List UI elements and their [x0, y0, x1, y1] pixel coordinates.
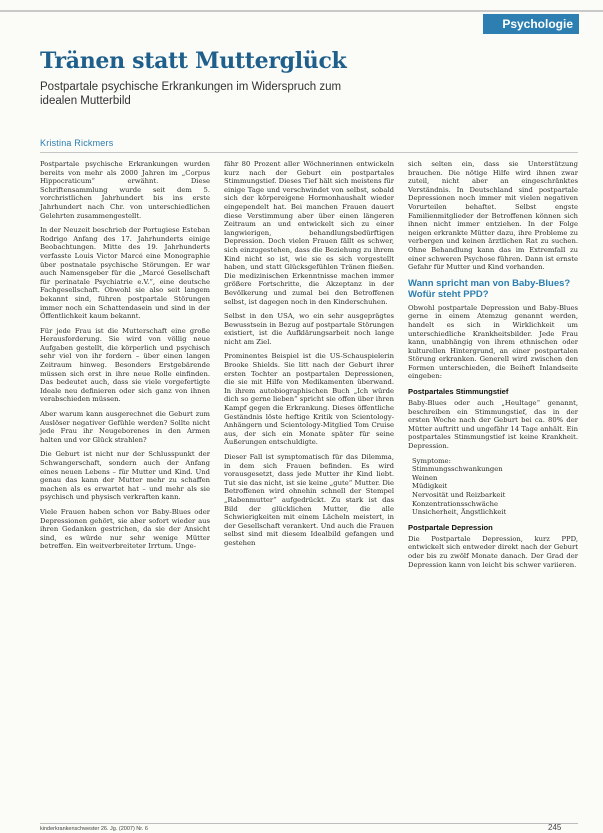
section-tab: Psychologie	[483, 14, 579, 34]
paragraph: Prominentes Beispiel ist die US-Schauspielerin Brooke Shields. Sie litt nach der Geburt ihrer ersten Tochter an postpartalen Depressionen, die sie mit Hilfe von Medikamenten überwand. In ihrem autobiographischen Buch „Ich würde dich so gerne lieben“ spricht sie offen über ihren Kampf gegen die Erkrankung. Dieses öffentliche Geständnis löste heftige Kritik von Scientology-Anhängern und Scientology-Mitglied Tom Cruise aus, der sich ein Monate später für seine Äußerungen entschuldigte.	[224, 352, 394, 447]
paragraph: Baby-Blues oder auch „Heultage“ genannt, beschreiben ein Stimmungstief, das in der ersten Woche nach der Geburt bei ca. 80% der Mütter auftritt und ungefähr 14 Tage anhält. Ein postpartales Stimmungstief ist keine Krankheit. Depression.	[408, 399, 578, 451]
list-item: Stimmungsschwankungen	[412, 465, 503, 474]
list-item: Müdigkeit	[412, 482, 448, 491]
article-title: Tränen statt Mutterglück	[40, 48, 347, 74]
header-rule	[0, 10, 603, 12]
paragraph: Selbst in den USA, wo ein sehr ausgeprägtes Bewusstsein in Bezug auf postpartale Störungen existiert, ist die Aufklärungsarbeit noch lange nicht am Ziel.	[224, 312, 394, 346]
paragraph: Für jede Frau ist die Mutterschaft eine große Herausforderung. Sie wird von völlig neue Aufgaben gestellt, die körperlich und psychisch sehr viel von ihr fordern – über einen langen Zeitraum hinweg. Besonders Erstgebärende müssen sich erst in ihre neue Rolle einfinden. Das bedeutet auch, dass sie viele vorgefertigte Ideale neu definieren oder sich ganz von ihnen verabschieden müssen.	[40, 326, 210, 404]
subheading: Postpartale Depression	[408, 522, 493, 532]
list-item: Konzentrationsschwäche	[412, 499, 498, 508]
column-1	[40, 160, 210, 820]
section-heading: Wann spricht man von Baby-Blues? Wofür steht PPD?	[408, 277, 571, 300]
page-number: 245	[548, 823, 562, 832]
paragraph: Dieser Fall ist symptomatisch für das Dilemma, in dem sich Frauen befinden. Es wird vorausgesetzt, dass jede Mutter ihr Kind liebt. Tut sie das nicht, ist sie keine „gute“ Mutter. Die Betroffenen wird ohnehin schnell der Stempel „Rabenmutter“ aufgedrückt. Zu stark ist das Bild der glücklichen Mutter, die alle Schwierigkeiten mit einem Lächeln meistert, in der Gesellschaft verankert. Und auch die Frauen selbst sind mit diesem Idealbild gefangen und gestehen	[224, 453, 394, 547]
author-name: Kristina Rickmers	[40, 138, 114, 148]
column-3	[408, 160, 578, 820]
title-divider	[40, 152, 578, 153]
symptom-list	[408, 457, 578, 517]
article-body	[40, 160, 578, 820]
list-item: Weinen	[412, 473, 438, 482]
subheading: Postpartales Stimmungstief	[408, 387, 509, 397]
paragraph: Aber warum kann ausgerechnet die Geburt zum Auslöser negativer Gefühle werden? Sollte nicht jede Frau ihr Neugeborenes in den Armen halten und vor Glück strahlen?	[40, 410, 210, 444]
paragraph: Viele Frauen haben schon vor Baby-Blues oder Depressionen gehört, sie aber sofort wieder aus ihren Gedanken gestrichen, da sie der Ansicht sind, es würde nur sehr wenige Mütter betreffen. Ein weitverbreiteter Irrtum. Unge-	[40, 507, 210, 551]
footer-rule	[40, 823, 578, 824]
paragraph: Die Postpartale Depression, kurz PPD, entwickelt sich entweder direkt nach der Geburt oder bis zu zwölf Monate danach. Der Grad der Depression kann von leicht bis schwer variieren.	[408, 534, 578, 569]
publication-info: kinderkrankenschwester 26. Jg. (2007) Nr. 6	[40, 826, 148, 832]
paragraph: Postpartale psychische Erkrankungen wurden bereits von mehr als 2000 Jahren im „Corpus Hippocraticum“ erwähnt. Diese Schriftensammlung wurde seit dem 5. vorchristlichen Jahrhundert bis ins erste Jahrhundert nach Chr. von unterschiedlichen Gelehrten zusammengestellt.	[40, 160, 210, 220]
paragraph: sich selten ein, dass sie Unterstützung brauchen. Die nötige Hilfe wird ihnen zwar zuteil, nicht aber an eingeschränktes Verständnis. In Deutschland sind postpartale Depressionen noch immer mit vielen negativen Vorurteilen behaftet. Selbst engste Familienmitglieder der Betroffenen können sich ihnen nicht immer entziehen. In der Folge neigen erkrankte Mütter dazu, ihre Probleme zu verbergen und keinen ärztlichen Rat zu suchen. Ohne Behandlung kann das im Extremfall zu einer schweren Psychose führen. Dann ist ernste Gefahr für Mutter und Kind vorhanden.	[408, 160, 578, 272]
paragraph: Obwohl postpartale Depression und Baby-Blues gerne in einem Atemzug genannt werden, handelt es sich in Wirklichkeit um unterschiedliche Krankheitsbilder. Jede Frau kann, unabhängig von ihrem ethnischen oder kulturellen Hintergrund, an einer postpartalen Störung erkranken. Generell wird zwischen den Formen unterschieden, die Beiheft Inlandseite eingeben:	[408, 303, 578, 381]
symptom-list-label: Symptome:	[412, 456, 451, 465]
list-item: Nervosität und Reizbarkeit	[412, 491, 506, 499]
article-subtitle: Postpartale psychische Erkrankungen im Widerspruch zum idealen Mutterbild	[40, 81, 342, 107]
paragraph: Die Geburt ist nicht nur der Schlusspunkt der Schwangerschaft, sondern auch der Anfang eines neuen Lebens – für Mutter und Kind. Und genau das kann der Mutter mehr zu schaffen machen als es erwartet hat – und mehr als sie psychisch und physisch verkraften kann.	[40, 450, 210, 502]
paragraph: In der Neuzeit beschrieb der Portugiese Esteban Rodrigo Anfang des 17. Jahrhunderts einige Beobachtungen. Mitte des 19. Jahrhunderts verfasste Louis Victor Marcé eine Monographie über postnatale psychische Störungen. Er war auch Namensgeber für die „Marcé Gesellschaft für perinatale Psychiatrie e.V.“, eine deutsche Fachgesellschaft. Obwohl sie also seit langem bekannt sind, führen postpartale Störungen immer noch ein Schattendasein und sind in der Öffentlichkeit kaum bekannt.	[40, 226, 210, 321]
list-item: Unsicherheit, Ängstlichkeit	[412, 508, 507, 517]
column-2	[224, 160, 394, 820]
paragraph: fähr 80 Prozent aller Wöchnerinnen entwickeln kurz nach der Geburt ein postpartales Stimmungstief. Dieses Tief hält sich meistens für einige Tage und verschwindet von selbst, sobald sich der körpereigene Hormonhaushalt wieder eingependelt hat. Bei manchen Frauen dauert diese Verstimmung aber über einen längeren Zeitraum an und entwickelt sich zu einer langwierigen, behandlungsbedürftigen Depression. Doch vielen Frauen fällt es schwer, sich einzugestehen, dass die Beziehung zu ihrem Kind nicht so ist, wie sie es sich vorgestellt haben, und statt Glücksgefühlen Tränen fließen. Die medizinischen Erkenntnisse machen immer größere Fortschritte, die Akzeptanz in der Bevölkerung und zumal bei den Betroffenen selbst, ist dagegen noch in den Kinderschuhen.	[224, 160, 394, 306]
